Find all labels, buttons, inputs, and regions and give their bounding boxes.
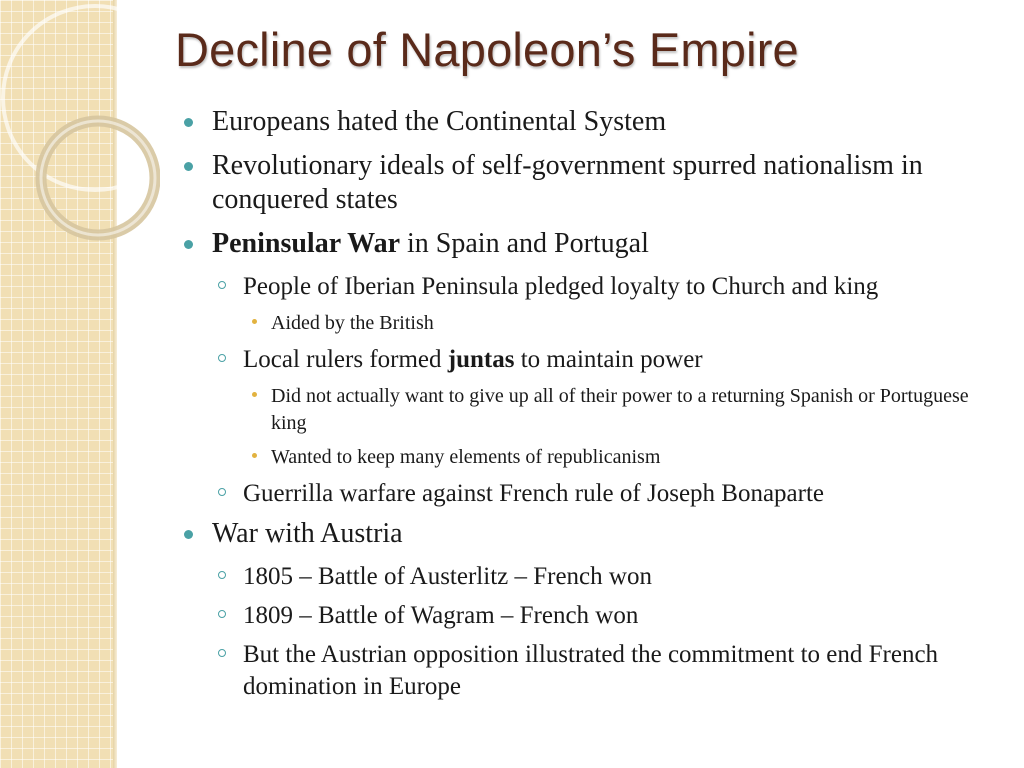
small-dot-bullet-icon [252,319,257,324]
bullet-bold-term: Peninsular War [212,228,401,259]
sub-bullet-item [182,639,982,703]
bullet-item [182,105,982,139]
sub-bullet-item [182,600,982,632]
filled-circle-bullet-icon [184,530,193,539]
small-dot-bullet-icon [252,453,257,458]
hollow-circle-bullet-icon [218,571,226,579]
bullet-item [182,149,982,217]
sub-bullet-item [182,478,982,510]
sub-bullet-text: 1805 – Battle of Austerlitz – French won [243,563,652,590]
hollow-circle-bullet-icon [218,649,226,657]
filled-circle-bullet-icon [184,118,193,127]
sub-bullet-text: Local rulers formed [243,346,448,373]
filled-circle-bullet-icon [184,240,193,249]
sub-bullet-text: 1809 – Battle of Wagram – French won [243,602,639,629]
hollow-circle-bullet-icon [218,354,226,362]
sub-sub-bullet-text: Aided by the British [271,312,434,334]
small-dot-bullet-icon [252,392,257,397]
sub-bullet-item [182,271,982,303]
sub-sub-bullet-item [182,444,982,471]
sub-bullet-text: People of Iberian Peninsula pledged loyalty to Church and king [243,273,879,300]
filled-circle-bullet-icon [184,162,193,171]
hollow-circle-bullet-icon [218,488,226,496]
bullet-list [182,105,982,710]
sub-sub-bullet-item [182,383,982,437]
hollow-circle-bullet-icon [218,281,226,289]
sub-bullet-text: to maintain power [514,346,703,373]
hollow-circle-bullet-icon [218,610,226,618]
bullet-text: Europeans hated the Continental System [212,106,667,137]
sub-bullet-item [182,344,982,376]
bullet-text: Revolutionary ideals of self-government spurred nationalism in conquered states [212,150,923,215]
bullet-text: War with Austria [212,518,403,549]
sub-bullet-text: Guerrilla warfare against French rule of Joseph Bonaparte [243,480,825,507]
slide-title: Decline of Napoleon’s Empire [175,23,799,76]
bullet-text: in Spain and Portugal [400,228,649,259]
bullet-item [182,517,982,551]
sub-sub-bullet-item [182,310,982,337]
sub-sub-bullet-text: Did not actually want to give up all of their power to a returning Spanish or Portuguese king [271,385,969,434]
sub-bullet-item [182,561,982,593]
bullet-item [182,227,982,261]
sub-sub-bullet-text: Wanted to keep many elements of republicanism [271,446,661,468]
sub-bullet-text: But the Austrian opposition illustrated the commitment to end French domination in Europe [243,641,939,700]
decorative-rings [0,0,160,280]
bullet-bold-term: juntas [447,346,515,373]
decorative-ring-large [3,6,160,190]
